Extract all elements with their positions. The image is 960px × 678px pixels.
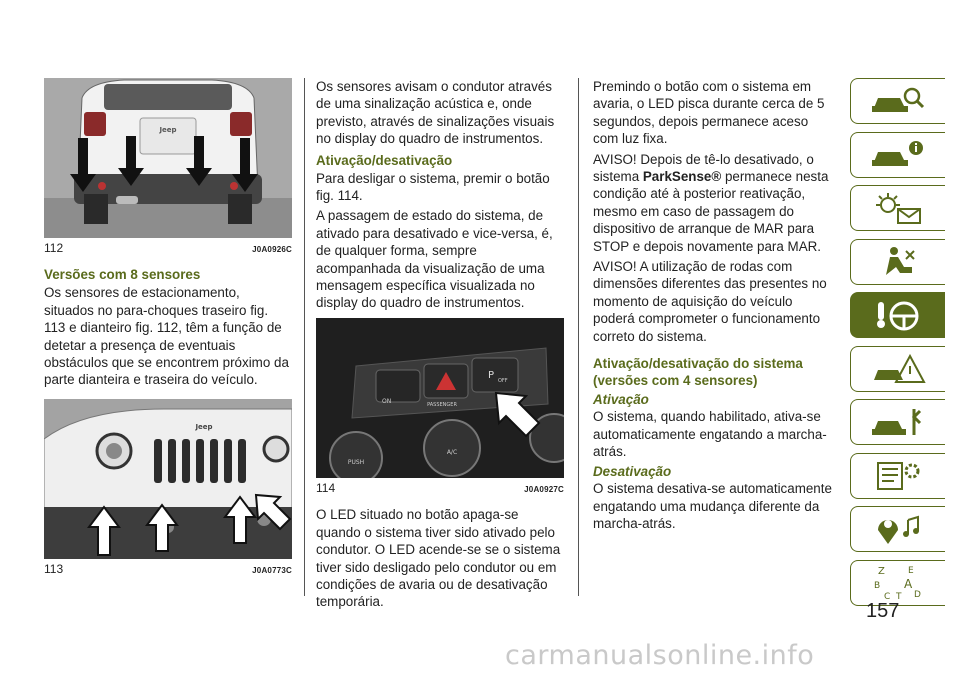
tab-car-info[interactable]: [850, 132, 945, 178]
figure-code: J0A0773C: [252, 565, 292, 575]
paragraph: Para desligar o sistema, premir o botão fig. 114.: [316, 170, 550, 204]
figure-114-caption: [316, 480, 564, 498]
tab-safety[interactable]: [850, 239, 945, 285]
subheading: Desativação: [593, 464, 672, 480]
column-3: [593, 78, 833, 536]
section-heading: Ativação/desativação do sistema (versões com 4 sensores): [593, 356, 803, 389]
watermark: carmanualsonline.info: [505, 640, 815, 671]
section-heading: Versões com 8 sensores: [44, 267, 201, 283]
figure-number: 112: [44, 241, 64, 255]
steering-key-icon: [868, 298, 928, 332]
index-letters-icon: [868, 564, 928, 602]
paragraph: Premindo o botão com o sistema em avaria, o LED pisca durante cerca de 5 segundos, depois permanece aceso com luz fixa.: [593, 79, 825, 147]
paragraph: Os sensores avisam o condutor através de uma sinalização acústica e, onde previsto, através de sinalizações visuais no display do quadro de instrumentos.: [316, 79, 555, 147]
letter-e: E: [908, 565, 914, 576]
paragraph: O sistema desativa-se automaticamente engatando uma mudança diferente da marcha-atrás.: [593, 481, 832, 532]
figure-113: [44, 399, 292, 559]
ac-label: A/C: [446, 448, 458, 456]
svg-text:Jeep: Jeep: [195, 422, 213, 431]
dashboard-buttons-illustration: [316, 318, 564, 478]
paragraph: O sistema, quando habilitado, ativa-se automaticamente engatando a marcha-atrás.: [593, 409, 827, 459]
text-part: AVISO! Depois de tê-lo desativado, o sistema: [593, 151, 814, 185]
chapter-tabs: [850, 78, 945, 613]
tab-maintenance[interactable]: [850, 399, 945, 445]
paragraph-warning: AVISO! A utilização de rodas com dimensões diferentes das presentes no momento de aquisição do veículo poderá comprometer o funcionamento correto do sistema.: [593, 259, 827, 344]
off-label: OFF: [498, 377, 508, 384]
column-divider: [578, 78, 579, 596]
column-1: [44, 78, 292, 587]
letter-t: T: [896, 591, 902, 602]
tab-car-search[interactable]: [850, 78, 945, 124]
tab-index[interactable]: [850, 560, 945, 606]
figure-113-caption: [44, 561, 292, 579]
tab-emergency[interactable]: [850, 346, 945, 392]
letter-z: Z: [878, 565, 885, 577]
figure-112-caption: [44, 240, 292, 258]
rear-car-illustration: [44, 78, 292, 238]
car-crash-warning-icon: [868, 352, 928, 386]
figure-code: J0A0926C: [252, 245, 292, 254]
svg-text:PASSENGER: PASSENGER: [427, 401, 457, 408]
p-label: P: [488, 369, 495, 381]
tab-starting-driving[interactable]: [850, 292, 945, 338]
warning-light-message-icon: [868, 191, 928, 225]
location-music-icon: [868, 512, 928, 546]
paragraph: Os sensores de estacionamento, situados no para-choques traseiro fig. 113 e dianteiro fig. 112, têm a função de detetar a presença de eventuais obstáculos que se encontrem próximo da parte dianteira e traseira do veículo.: [44, 285, 289, 388]
list-gear-icon: [868, 459, 928, 493]
tab-multimedia[interactable]: [850, 506, 945, 552]
figure-112: [44, 78, 292, 238]
figure-code: J0A0927C: [524, 484, 564, 494]
tab-technical-data[interactable]: [850, 453, 945, 499]
front-car-illustration: [44, 399, 292, 559]
subheading: Ativação: [593, 392, 649, 408]
letter-c: C: [884, 591, 891, 602]
car-info-icon: [868, 138, 928, 172]
car-search-icon: [868, 84, 928, 118]
column-divider: [304, 78, 305, 596]
paragraph: O LED situado no botão apaga-se quando o sistema tiver sido ativado pelo condutor. O LED acende-se se o sistema tiver sido desligado pelo condutor ou em condições de avaria ou de desativação temporária.: [316, 507, 561, 610]
figure-114: [316, 318, 564, 478]
push-label: PUSH: [347, 458, 365, 466]
page-number: 157: [866, 600, 900, 622]
letter-b: B: [874, 580, 881, 591]
column-2: [316, 78, 564, 614]
svg-text:Jeep: Jeep: [159, 126, 177, 134]
figure-number: 114: [316, 480, 336, 495]
tab-warning-lights[interactable]: [850, 185, 945, 231]
paragraph-warning: [593, 151, 833, 255]
paragraph: A passagem de estado do sistema, de ativado para desativado e vice-versa, é, de qualquer forma, sempre acompanhada da visualização de uma mensagem específica visualizada no display do quadro de instrumentos.: [316, 208, 553, 311]
section-heading: Ativação/desativação: [316, 152, 453, 168]
figure-number: 113: [44, 561, 64, 576]
seat-person-safety-icon: [868, 245, 928, 279]
parksense-brand: ParkSense®: [642, 169, 722, 185]
text-part: permanece nesta condição até à posterior reativação, mesmo em caso de passagem do dispositivo de arranque de MAR para STOP e depois novamente para MAR.: [593, 169, 829, 254]
on-label: ON: [382, 397, 392, 405]
car-tools-icon: [868, 405, 928, 439]
letter-d: D: [914, 589, 921, 600]
letter-a: A: [904, 576, 913, 591]
